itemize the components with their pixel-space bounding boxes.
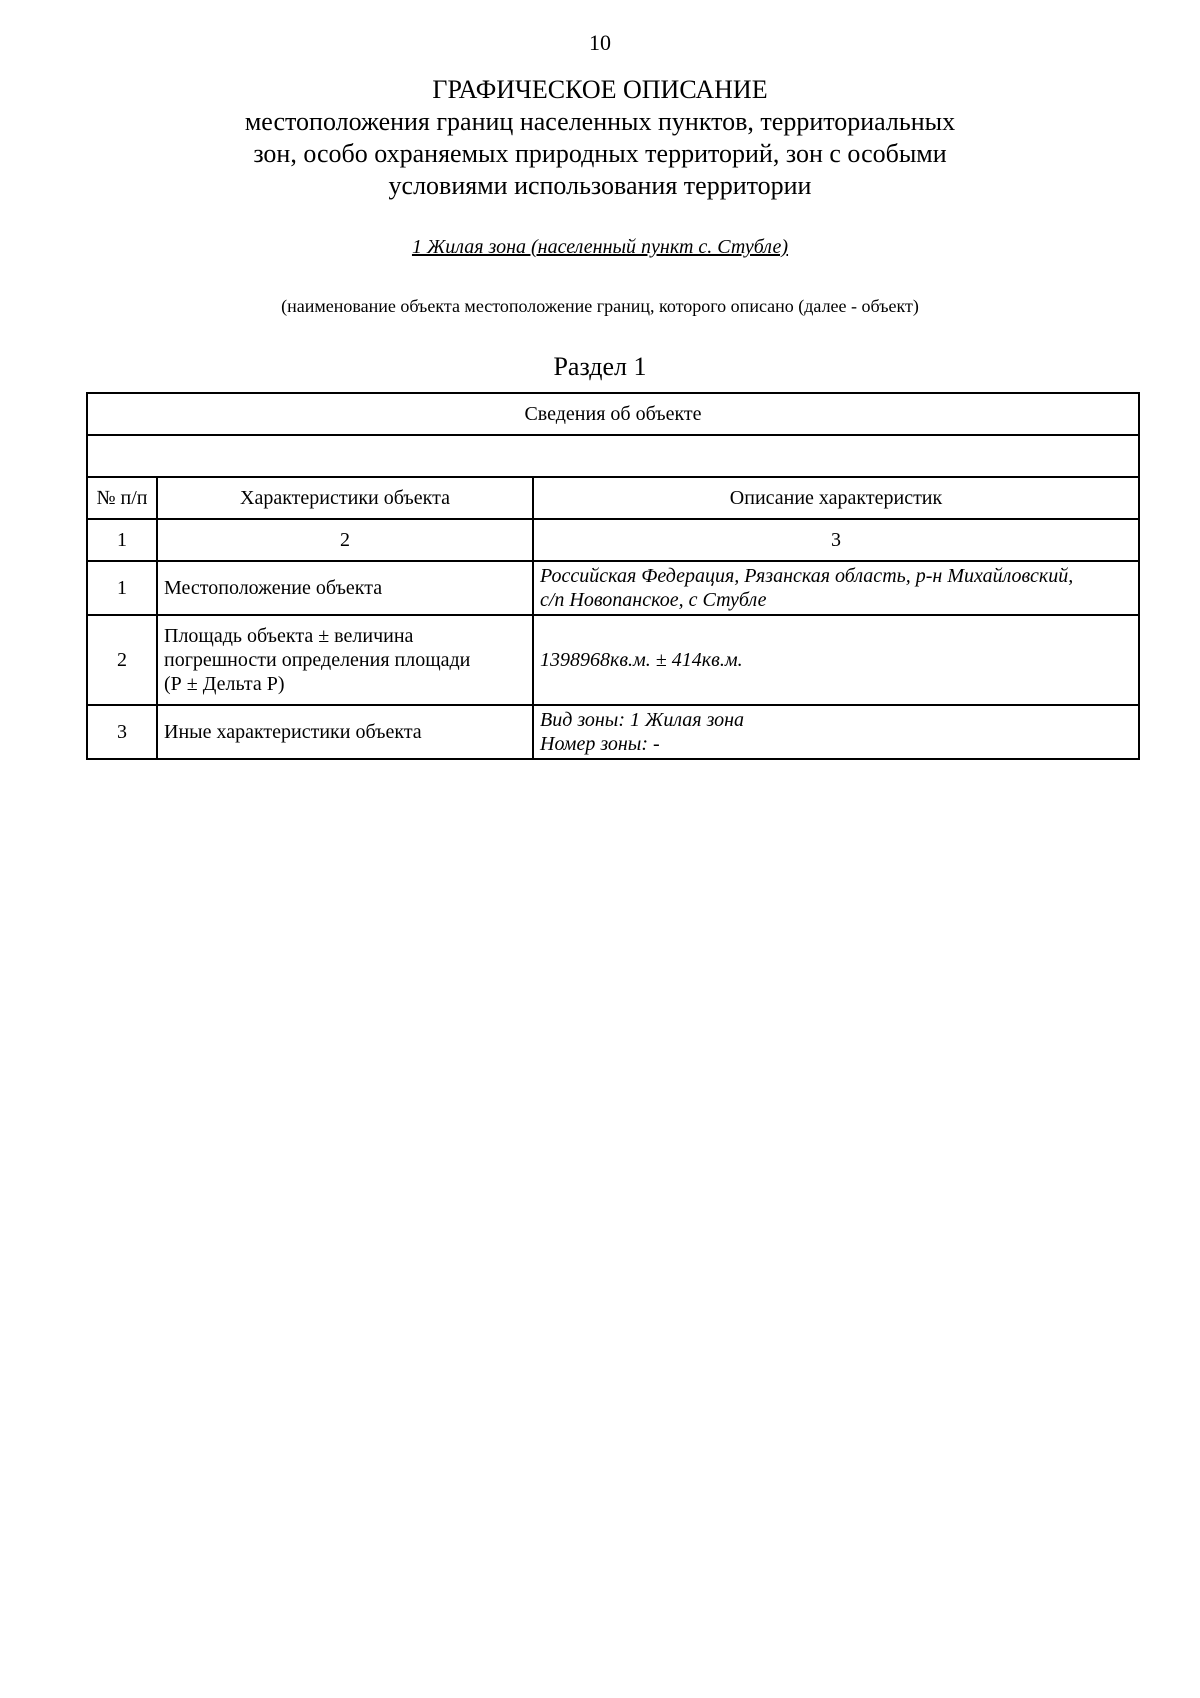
page-number: 10	[589, 30, 611, 55]
document-heading	[0, 74, 1200, 202]
document-subtitle-line: местоположения границ населенных пунктов, территориальных	[244, 107, 956, 136]
document-subtitle-line: условиями использования территории	[388, 171, 812, 200]
object-info-table	[86, 392, 1140, 760]
column-number-cell: 1	[87, 519, 157, 561]
row-number: 3	[87, 705, 157, 759]
object-name: 1 Жилая зона (населенный пункт с. Стубле)	[411, 236, 789, 258]
column-number-cell: 2	[157, 519, 533, 561]
characteristic-line: погрешности определения площади	[164, 649, 471, 671]
section-title: Раздел 1	[553, 352, 647, 381]
table-empty-cell	[87, 435, 1139, 477]
column-number-row	[87, 519, 1139, 561]
document-title: ГРАФИЧЕСКОЕ ОПИСАНИЕ	[432, 75, 768, 104]
row-characteristic	[157, 561, 533, 615]
table-row	[87, 615, 1139, 705]
table-caption: Сведения об объекте	[87, 393, 1139, 435]
row-characteristic	[157, 705, 533, 759]
characteristic-line: (Р ± Дельта Р)	[164, 673, 285, 695]
description-line: Номер зоны: -	[540, 733, 660, 755]
table-caption-row	[87, 393, 1139, 435]
row-number: 2	[87, 615, 157, 705]
characteristic-line: Местоположение объекта	[164, 577, 383, 599]
description-line: Российская Федерация, Рязанская область, р-н Михайловский,	[540, 565, 1074, 587]
column-number-cell: 3	[533, 519, 1139, 561]
table-empty-row	[87, 435, 1139, 477]
header-cell-description: Описание характеристик	[533, 477, 1139, 519]
row-characteristic	[157, 615, 533, 705]
characteristic-line: Иные характеристики объекта	[164, 721, 422, 743]
characteristic-line: Площадь объекта ± величина	[164, 625, 414, 647]
header-cell-characteristic: Характеристики объекта	[157, 477, 533, 519]
row-description	[533, 705, 1139, 759]
table-row	[87, 705, 1139, 759]
description-line: с/п Новопанское, с Стубле	[540, 589, 767, 611]
table-header-row	[87, 477, 1139, 519]
row-description	[533, 561, 1139, 615]
header-cell-number: № п/п	[87, 477, 157, 519]
row-number: 1	[87, 561, 157, 615]
description-line: 1398968кв.м. ± 414кв.м.	[540, 649, 743, 671]
row-description	[533, 615, 1139, 705]
document-subtitle-line: зон, особо охраняемых природных территорий, зон с особыми	[253, 139, 947, 168]
description-line: Вид зоны: 1 Жилая зона	[540, 709, 745, 731]
object-caption: (наименование объекта местоположение границ, которого описано (далее - объект)	[281, 296, 919, 316]
table-row	[87, 561, 1139, 615]
